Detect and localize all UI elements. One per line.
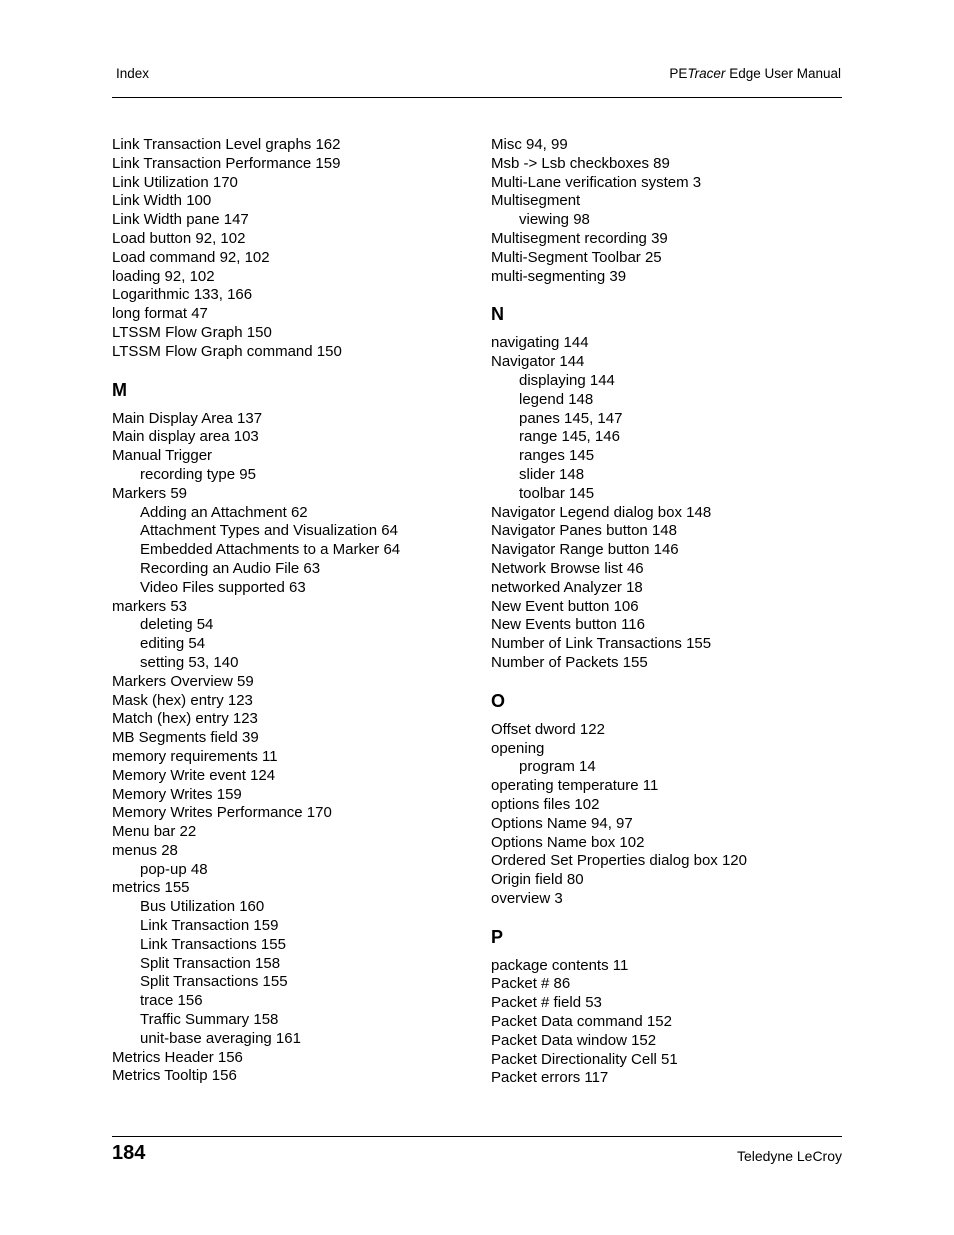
title-suffix: Edge User Manual — [725, 66, 841, 81]
index-entry: Navigator Range button 146 — [491, 541, 679, 559]
index-entry: navigating 144 — [491, 334, 589, 352]
index-entry: opening — [491, 739, 545, 757]
index-entry: Link Utilization 170 — [112, 173, 238, 191]
index-subentry: Traffic Summary 158 — [140, 1011, 279, 1029]
index-subentry: Attachment Types and Visualization 64 — [140, 522, 398, 540]
letter-heading-p: P — [491, 926, 504, 947]
index-entry: Packet # 86 — [491, 975, 571, 993]
index-entry: Navigator Panes button 148 — [491, 522, 677, 540]
header-manual-title — [669, 66, 841, 81]
index-entry: Ordered Set Properties dialog box 120 — [491, 852, 747, 870]
index-entry: Markers Overview 59 — [112, 672, 254, 690]
index-column-left — [112, 136, 482, 1086]
index-entry: Msb -> Lsb checkboxes 89 — [491, 154, 670, 172]
index-entry: Number of Packets 155 — [491, 653, 648, 671]
index-subentry: slider 148 — [519, 465, 585, 483]
index-entry: Link Transaction Level graphs 162 — [112, 136, 341, 153]
index-entry: Navigator Legend dialog box 148 — [491, 503, 712, 521]
index-entry: Offset dword 122 — [491, 720, 605, 738]
letter-heading-n: N — [491, 304, 504, 325]
index-subentry: panes 145, 147 — [519, 409, 623, 427]
index-subentry: Embedded Attachments to a Marker 64 — [140, 541, 401, 559]
index-entry: Load button 92, 102 — [112, 229, 246, 247]
index-group-m-continued — [491, 136, 861, 286]
index-entry: Multi-Segment Toolbar 25 — [491, 248, 662, 266]
index-entry: New Events button 116 — [491, 616, 645, 634]
index-group-l — [112, 136, 482, 362]
footer-company: Teledyne LeCroy — [736, 1148, 842, 1164]
index-entry: package contents 11 — [491, 956, 629, 974]
index-entry: menus 28 — [112, 841, 178, 859]
index-entry: LTSSM Flow Graph command 150 — [112, 342, 342, 360]
title-prefix: PE — [669, 66, 688, 81]
index-entry: Packet Data window 152 — [491, 1031, 657, 1049]
index-entry: metrics 155 — [112, 879, 190, 897]
index-subentry: range 145, 146 — [519, 428, 620, 446]
index-entry: Memory Writes 159 — [112, 785, 242, 803]
header-divider — [112, 97, 842, 98]
index-entry: Packet # field 53 — [491, 994, 602, 1012]
index-entry: long format 47 — [112, 305, 208, 323]
index-group-n — [491, 334, 861, 672]
letter-heading-m: M — [112, 379, 127, 400]
index-entry: Multi-Lane verification system 3 — [491, 173, 702, 191]
index-entry: Options Name box 102 — [491, 833, 645, 851]
index-subentry: recording type 95 — [140, 465, 256, 483]
index-entry: Network Browse list 46 — [491, 559, 644, 577]
index-subentry: unit-base averaging 161 — [140, 1029, 301, 1047]
index-subentry: Video Files supported 63 — [140, 578, 306, 596]
index-entry: Metrics Tooltip 156 — [112, 1067, 237, 1085]
index-entry: options files 102 — [491, 795, 600, 813]
index-entry: Link Width pane 147 — [112, 211, 249, 229]
title-italic: Tracer — [687, 66, 726, 81]
index-entry: Manual Trigger — [112, 447, 213, 465]
index-entry: Multisegment recording 39 — [491, 229, 668, 247]
index-subentry: Link Transaction 159 — [140, 917, 279, 935]
index-subentry: Recording an Audio File 63 — [140, 559, 321, 577]
index-entry: Misc 94, 99 — [491, 136, 568, 153]
index-subentry: legend 148 — [519, 390, 594, 408]
index-subentry: viewing 98 — [519, 211, 590, 229]
page-number: 184 — [112, 1142, 146, 1164]
index-entry: Multisegment — [491, 192, 581, 210]
index-entry: Load command 92, 102 — [112, 248, 270, 266]
letter-heading-o: O — [491, 690, 506, 711]
index-entry: memory requirements 11 — [112, 747, 278, 765]
index-entry: Menu bar 22 — [112, 823, 197, 841]
index-subentry: ranges 145 — [519, 447, 595, 465]
index-entry: Main Display Area 137 — [112, 409, 263, 427]
index-entry: Link Transaction Performance 159 — [112, 154, 341, 172]
index-entry: MB Segments field 39 — [112, 729, 259, 747]
index-entry: Packet Directionality Cell 51 — [491, 1050, 678, 1068]
index-column-right — [491, 136, 861, 1088]
index-entry: Memory Write event 124 — [112, 766, 276, 784]
index-entry: operating temperature 11 — [491, 777, 659, 795]
index-subentry: editing 54 — [140, 635, 206, 653]
index-group-o — [491, 721, 861, 909]
index-entry: Navigator 144 — [491, 353, 585, 371]
index-entry: overview 3 — [491, 889, 563, 907]
index-group-p — [491, 957, 861, 1089]
index-entry: Main display area 103 — [112, 428, 259, 446]
index-entry: markers 53 — [112, 597, 188, 615]
index-subentry: pop-up 48 — [140, 860, 208, 878]
index-entry: loading 92, 102 — [112, 267, 215, 285]
index-subentry: deleting 54 — [140, 616, 214, 634]
footer-divider — [112, 1136, 842, 1137]
index-subentry: toolbar 145 — [519, 484, 595, 502]
index-entry: multi-segmenting 39 — [491, 267, 627, 285]
index-entry: Number of Link Transactions 155 — [491, 635, 712, 653]
index-entry: Packet Data command 152 — [491, 1013, 672, 1031]
index-entry: Match (hex) entry 123 — [112, 710, 258, 728]
index-subentry: Adding an Attachment 62 — [140, 503, 308, 521]
index-group-m — [112, 410, 482, 1087]
index-entry: Metrics Header 156 — [112, 1048, 243, 1066]
header-section-label: Index — [116, 66, 150, 81]
index-entry: Link Width 100 — [112, 192, 212, 210]
index-entry: Logarithmic 133, 166 — [112, 286, 253, 304]
index-subentry: Link Transactions 155 — [140, 935, 286, 953]
index-subentry: trace 156 — [140, 992, 203, 1010]
index-entry: Options Name 94, 97 — [491, 814, 633, 832]
index-subentry: Split Transaction 158 — [140, 954, 281, 972]
index-subentry: Split Transactions 155 — [140, 973, 288, 991]
index-entry: Origin field 80 — [491, 871, 584, 889]
index-entry: networked Analyzer 18 — [491, 578, 643, 596]
index-entry: Packet errors 117 — [491, 1069, 609, 1087]
index-entry: Memory Writes Performance 170 — [112, 804, 332, 822]
index-entry: Mask (hex) entry 123 — [112, 691, 253, 709]
index-subentry: displaying 144 — [519, 371, 615, 389]
index-entry: New Event button 106 — [491, 597, 639, 615]
index-subentry: Bus Utilization 160 — [140, 898, 265, 916]
index-entry: LTSSM Flow Graph 150 — [112, 323, 272, 341]
index-subentry: program 14 — [519, 758, 596, 776]
index-entry: Markers 59 — [112, 484, 188, 502]
index-subentry: setting 53, 140 — [140, 653, 239, 671]
